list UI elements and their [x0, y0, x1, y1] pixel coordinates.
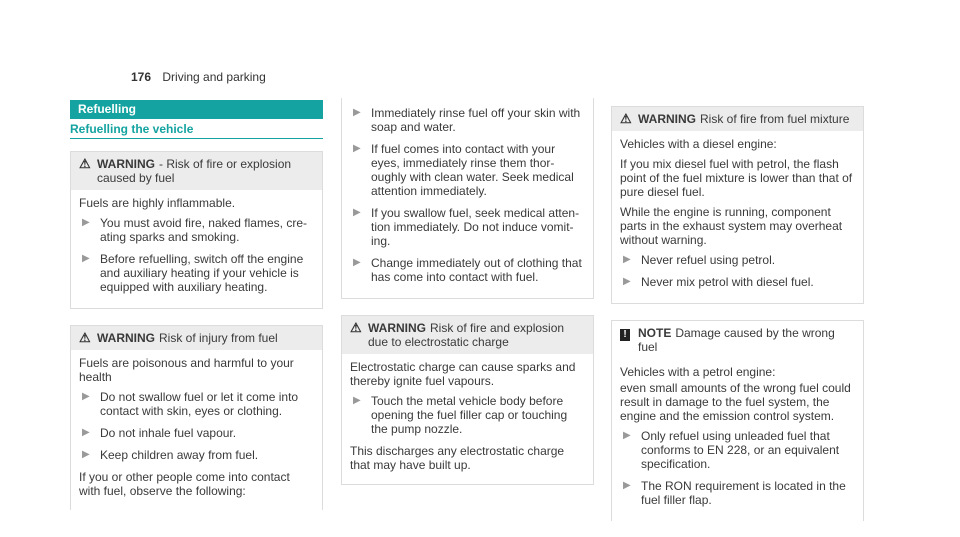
list-item-text: Change immediately out of clothing that has come into contact with fuel. [371, 256, 582, 284]
list-item [79, 390, 314, 418]
list-item [79, 448, 314, 462]
arrow-right-icon: ▶ [82, 449, 90, 460]
list-item [350, 106, 585, 134]
list-item-text: Never refuel using petrol. [641, 253, 776, 267]
warning-keyword: WARNING [638, 112, 696, 126]
list-item [620, 429, 855, 471]
arrow-right-icon: ▶ [353, 257, 361, 268]
list-item-text: Do not inhale fuel vapour. [100, 426, 237, 440]
warning-header [612, 107, 863, 131]
arrow-right-icon: ▶ [623, 254, 631, 265]
warning-title: Risk of injury from fuel [159, 331, 278, 345]
paragraph: even small amounts of the wrong fuel could result in damage to the fuel system, the engine and the emission control system. [620, 381, 851, 423]
warning-continued [341, 98, 594, 299]
list-item-text: Before refuelling, switch off the engine and auxiliary heating if your vehicle is equipped with auxiliary heating. [100, 252, 304, 294]
list-item-text: If fuel comes into contact with your eyes, immediately rinse them thoroughly with clean water. Seek medical attention immediately. [371, 142, 574, 198]
arrow-right-icon: ▶ [623, 480, 631, 491]
list-item-text: Keep children away from fuel. [100, 448, 259, 462]
arrow-right-icon: ▶ [82, 253, 90, 264]
arrow-right-icon: ▶ [353, 207, 361, 218]
warning-keyword: WARNING [368, 321, 426, 335]
arrow-right-icon: ▶ [353, 143, 361, 154]
warning-box-injury-fuel [70, 325, 323, 510]
section-subtitle: Refuelling the vehicle [70, 122, 323, 139]
warning-triangle-icon: ⚠ [79, 330, 91, 345]
list-item-text: Touch the metal vehicle body before opening the fuel filler cap or touching the pump nozzle. [371, 394, 568, 436]
paragraph: Vehicles with a diesel engine: [620, 137, 777, 151]
arrow-right-icon: ▶ [353, 107, 361, 118]
warning-intro: Fuels are poisonous and harmful to your health [79, 356, 294, 384]
warning-box-electrostatic [341, 315, 594, 485]
arrow-right-icon: ▶ [623, 430, 631, 441]
arrow-right-icon: ▶ [82, 391, 90, 402]
warning-body [342, 354, 593, 484]
warning-outro: If you or other people come into contact with fuel, observe the following: [79, 470, 290, 498]
warning-title: Risk of fire from fuel mixture [700, 112, 850, 126]
arrow-right-icon: ▶ [82, 427, 90, 438]
warning-outro: This discharges any electrostatic charge that may have built up. [350, 444, 565, 472]
warning-header [342, 316, 593, 354]
list-item-text: You must avoid fire, naked flames, creating sparks and smoking. [100, 216, 307, 244]
list-item [620, 275, 855, 289]
warning-body [71, 190, 322, 308]
note-box-wrong-fuel [611, 320, 864, 521]
list-item [79, 252, 314, 294]
warning-body [71, 350, 322, 510]
list-item-text: If you swallow fuel, seek medical attention immediately. Do not induce vomiting. [371, 206, 580, 248]
list-item [350, 206, 585, 248]
list-item-text: Only refuel using unleaded fuel that conforms to EN 228, or an equivalent specification. [641, 429, 840, 471]
warning-keyword: WARNING [97, 157, 155, 171]
list-item [79, 426, 314, 440]
list-item [350, 256, 585, 284]
list-item-text: Never mix petrol with diesel fuel. [641, 275, 814, 289]
warning-triangle-icon: ⚠ [620, 111, 632, 126]
list-item-text: Do not swallow fuel or let it come into contact with skin, eyes or clothing. [100, 390, 299, 418]
warning-header [71, 152, 322, 190]
list-item-text: The RON requirement is located in the fuel filler flap. [641, 479, 846, 507]
arrow-right-icon: ▶ [623, 276, 631, 287]
column-2 [341, 98, 594, 501]
warning-intro: Fuels are highly inflammable. [79, 196, 236, 210]
paragraph: If you mix diesel fuel with petrol, the flash point of the fuel mixture is lower than that of pure diesel fuel. [620, 157, 853, 199]
warning-header [71, 326, 322, 350]
list-item [620, 479, 855, 507]
list-item [350, 394, 585, 436]
arrow-right-icon: ▶ [353, 395, 361, 406]
warning-title: - Risk of fire or explosion caused by fuel [97, 157, 292, 185]
page-header [131, 70, 266, 84]
warning-intro: Electrostatic charge can cause sparks and thereby ignite fuel vapours. [350, 360, 576, 388]
warning-box-fuel-mixture [611, 106, 864, 304]
list-item-text: Immediately rinse fuel off your skin with soap and water. [371, 106, 581, 134]
column-1 [70, 100, 323, 526]
warning-triangle-icon: ⚠ [350, 320, 362, 335]
paragraph: While the engine is running, component parts in the exhaust system may overheat without warning. [620, 205, 843, 247]
note-header [612, 321, 863, 359]
list-item [79, 216, 314, 244]
list-item [350, 142, 585, 198]
note-exclamation-icon: ! [620, 326, 638, 354]
arrow-right-icon: ▶ [82, 217, 90, 228]
warning-triangle-icon: ⚠ [79, 156, 91, 171]
note-title: Damage caused by the wrong fuel [638, 326, 835, 354]
warning-keyword: WARNING [97, 331, 155, 345]
note-keyword: NOTE [638, 326, 672, 340]
list-item [620, 253, 855, 267]
warning-body [342, 98, 593, 298]
warning-box-fire-explosion [70, 151, 323, 309]
warning-body [612, 131, 863, 303]
paragraph: Vehicles with a petrol engine: [620, 365, 776, 379]
chapter-title: Driving and parking [162, 70, 266, 84]
note-body [612, 359, 863, 521]
section-title: Refuelling [70, 100, 323, 119]
warning-title: Risk of fire and explosion due to electrostatic charge [368, 321, 565, 349]
column-3 [611, 106, 864, 537]
page-number: 176 [131, 70, 152, 84]
